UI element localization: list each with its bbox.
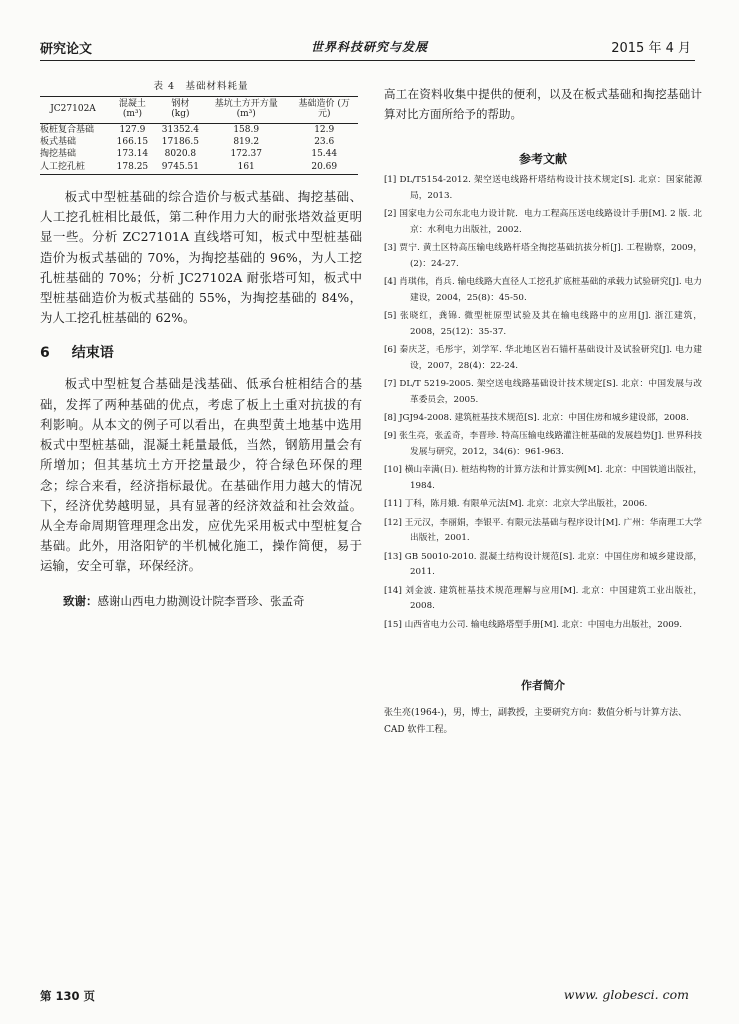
reference-item: [2] 国家电力公司东北电力设计院．电力工程高压送电线路设计手册[M]. 2 版. 北京：水利电力出版社，2002. <box>384 208 702 235</box>
reference-item: [9] 张生亮，张孟奇，李晋珍. 特高压输电线路灌注桩基础的发展趋势[J]. 世界科技发展与研究，2012，34(6)：961-963. <box>384 431 702 457</box>
reference-item: [12] 王元汉，李丽娟，李银平. 有限元法基础与程序设计[M]. 广州：华南理工大学出版社，2001. <box>384 517 702 544</box>
table-header-cell: 基础造价 (万元) <box>298 99 350 120</box>
journal-title: 世界科技研究与发展 <box>310 40 428 54</box>
table-header-row <box>40 97 358 124</box>
table-cell: 9745.51 <box>161 161 199 172</box>
acknowledgement <box>40 593 362 609</box>
table-cell: 158.9 <box>233 124 260 135</box>
table-cell: 166.15 <box>116 137 149 148</box>
reference-item: [13] GB 50010-2010. 混凝土结构设计规范[S]. 北京：中国住房和城乡建设部，2011. <box>384 551 702 578</box>
table-cell: 178.25 <box>116 161 149 172</box>
table-cell: 20.69 <box>311 161 338 172</box>
table-row <box>40 123 358 136</box>
reference-item: [15] 山西省电力公司. 输电线路塔型手册[M]. 北京：中国电力出版社，2009. <box>384 619 683 630</box>
reference-item: [8] JGJ94-2008. 建筑桩基技术规范[S]. 北京：中国住房和城乡建设部，2008. <box>384 412 689 423</box>
reference-item: [3] 贾宁. 黄土区特高压输电线路杆塔全掏挖基础抗拔分析[J]. 工程勘察，2009，(2)：24-27. <box>384 242 702 269</box>
table-cell: 172.37 <box>230 149 262 160</box>
reference-item: [4] 肖琪伟，肖兵. 输电线路大直径人工挖孔扩底桩基础的承载力试验研究[J]. 电力建设，2004，25(8)：45-50. <box>384 276 702 303</box>
table-cell: 31352.4 <box>161 124 199 135</box>
table-header-cell: 基坑土方开方量 (m³) <box>214 99 278 120</box>
table-cell: 8020.8 <box>164 149 197 160</box>
material-consumption-table <box>40 96 358 175</box>
table-cell: 127.9 <box>119 124 146 135</box>
table-cell: 板式基础 <box>40 137 77 148</box>
table-row <box>40 148 358 160</box>
analysis-paragraph: 板式中型桩基础的综合造价与板式基础、掏挖基础、人工挖孔桩相比最低，第二种作用力大的耐张塔效益更明显一些。分析 ZC27101A 直线塔可知，板式中型桩基础造价为板式基础的 70%，为掏挖基础的 96%，为人工挖孔桩基础的 70%；分析 JC27102A 耐张塔可知，板式中型桩基础造价为板式基础的 55%，为掏挖基础的 84%，为人工挖孔桩基础的 62%。 <box>40 189 362 326</box>
header-section-label: 研究论文 <box>40 42 93 57</box>
ack-continuation: 高工在资料收集中提供的便利，以及在板式基础和掏挖基础计算对比方面所给予的帮助。 <box>384 87 702 121</box>
table-cell: 161 <box>237 161 255 172</box>
reference-item: [1] DL/T5154-2012. 架空送电线路杆塔结构设计技术规定[S]. 北京：国家能源局，2013. <box>384 175 702 201</box>
table-row <box>40 136 358 148</box>
reference-item: [11] 丁科，陈月娥. 有限单元法[M]. 北京：北京大学出版社，2006. <box>384 499 648 510</box>
table-caption: 表 4 基础材料耗量 <box>153 81 249 92</box>
ack-label: 致谢： <box>63 593 98 608</box>
table-header-cell: 钢材 (kg) <box>171 99 190 120</box>
reference-item: [14] 刘金波. 建筑桩基技术规范理解与应用[M]. 北京：中国建筑工业出版社，2008. <box>384 585 702 612</box>
section-number: 6 <box>40 345 50 362</box>
author-bio-heading: 作者简介 <box>521 679 565 693</box>
reference-item: [6] 秦庆芝，毛彤宇，刘学军. 华北地区岩石锚杆基础设计及试验研究[J]. 电力建设，2007，28(4)：22-24. <box>384 344 702 371</box>
issue-date: 2015 年 4 月 <box>611 41 691 56</box>
conclusion-paragraph: 板式中型桩复合基础是浅基础、低承台桩相结合的基础，发挥了两种基础的优点，考虑了板上土重对抗拔的有利影响。从本文的例子可以看出，在典型黄土地基中选用板式中型桩基础，混凝土耗量最低，当然，钢筋用量会有所增加；但其基坑土方开挖量最少，符合绿色环保的理念；综合来看，经济指标最优。在基础作用力越大的情况下，经济优势越明显，具有显著的经济效益和社会效益。从全寿命周期管理理念出发，应优先采用板式中型桩复合基础。此外，用洛阳铲的半机械化施工，操作简便，易于运输，安全可靠，环保经济。 <box>40 376 362 574</box>
reference-item: [7] DL/T 5219-2005. 架空送电线路基础设计技术规定[S]. 北京：中国发展与改革委员会，2005. <box>384 378 702 405</box>
section-heading <box>40 342 362 362</box>
page-number: 第 130 页 <box>40 989 96 1003</box>
right-column <box>384 84 702 739</box>
table-cell: 12.9 <box>314 124 335 135</box>
table-cell: 173.14 <box>116 149 149 160</box>
references-list <box>384 173 702 633</box>
references-heading: 参考文献 <box>518 152 567 166</box>
table-cell: 掏挖基础 <box>40 149 77 160</box>
table-header-cell: 混凝土 (m³) <box>118 99 146 120</box>
section-title: 结束语 <box>71 345 114 362</box>
left-column <box>40 78 362 609</box>
reference-item: [5] 张晓红，龚锦. 微型桩原型试验及其在输电线路中的应用[J]. 浙江建筑，2008，25(12)：35-37. <box>384 310 702 337</box>
reference-item: [10] 横山幸满(日). 桩结构物的计算方法和计算实例[M]. 北京：中国铁道出版社，1984. <box>384 465 702 491</box>
table-cell: 人工挖孔桩 <box>40 161 86 172</box>
table-cell: 23.6 <box>314 137 335 148</box>
ack-text: 感谢山西电力勘测设计院李晋珍、张孟奇 <box>97 593 305 608</box>
table-cell: 15.44 <box>311 149 338 160</box>
table-cell: 板桩复合基础 <box>40 124 95 135</box>
table-header-cell: JC27102A <box>50 104 96 115</box>
table-cell: 819.2 <box>233 137 260 148</box>
table-cell: 17186.5 <box>161 137 199 148</box>
header-rule <box>40 60 695 61</box>
author-bio-text: 张生亮(1964-)，男，博士，副教授，主要研究方向：数值分析与计算方法、CAD 软件工程。 <box>384 708 687 736</box>
table-row <box>40 161 358 175</box>
journal-url: www. globesci. com <box>563 987 689 1002</box>
